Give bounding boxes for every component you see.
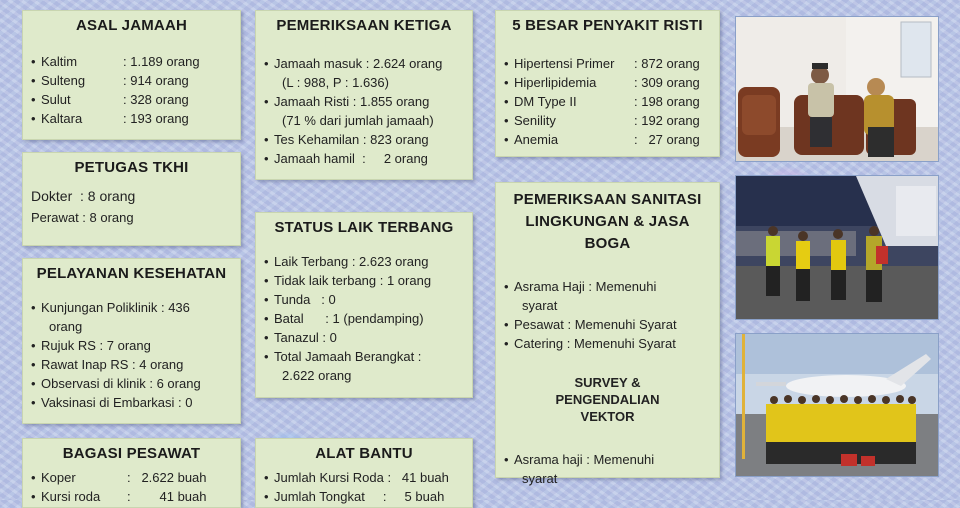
- pelayanan-panel: [22, 258, 241, 424]
- petugas-doctor: Dokter : 8 orang: [31, 187, 136, 204]
- list-item: • Kunjungan Poliklinik : 436: [31, 298, 232, 317]
- list-item-cont: syarat: [522, 470, 558, 486]
- list-item: • Jamaah hamil : 2 orang: [264, 149, 464, 168]
- airport-night-scene: [736, 176, 938, 319]
- pelayanan-title: PELAYANAN KESEHATAN: [36, 265, 227, 282]
- vektor-subtitle: SURVEY & PENGENDALIAN VEKTOR: [555, 375, 660, 424]
- plane-group-scene: [736, 334, 938, 476]
- list-item: • Pesawat : Memenuhi Syarat: [504, 315, 711, 334]
- list-item: • DM Type II : 198 orang: [504, 92, 711, 111]
- list-item-cont: 2.622 orang: [282, 367, 352, 383]
- status-laik-list: [264, 252, 464, 385]
- list-item: • Jamaah Risti : 1.855 orang: [264, 92, 464, 111]
- list-item: • Laik Terbang : 2.623 orang: [264, 252, 464, 271]
- list-item: • Asrama Haji : Memenuhi: [504, 277, 711, 296]
- list-item: • Jumlah Tongkat : 5 buah: [264, 487, 464, 506]
- list-item: • Jamaah masuk : 2.624 orang: [264, 54, 464, 73]
- pelayanan-list: [31, 298, 232, 412]
- alat-bantu-title: ALAT BANTU: [315, 445, 413, 462]
- list-item: • Tanazul : 0: [264, 328, 464, 347]
- list-item: • Rawat Inap RS : 4 orang: [31, 355, 232, 374]
- list-item: • Jumlah Kursi Roda : 41 buah: [264, 468, 464, 487]
- petugas-nurse: Perawat : 8 orang: [31, 209, 134, 225]
- photo-group-plane: [735, 333, 939, 477]
- list-item-cont: (L : 988, P : 1.636): [282, 74, 389, 90]
- alat-bantu-list: [264, 468, 464, 506]
- list-item: • Catering : Memenuhi Syarat: [504, 334, 711, 353]
- sanitasi-title: PEMERIKSAAN SANITASI LINGKUNGAN & JASA BOGA: [513, 191, 702, 252]
- status-laik-title: STATUS LAIK TERBANG: [274, 219, 454, 236]
- bagasi-panel: [22, 438, 241, 508]
- room-scene: [736, 17, 938, 161]
- list-item: • Hiperlipidemia : 309 orang: [504, 73, 711, 92]
- list-item-cont: syarat: [522, 298, 558, 313]
- list-item: • Asrama haji : Memenuhi: [504, 450, 711, 469]
- pemeriksaan-ketiga-title: PEMERIKSAAN KETIGA: [276, 17, 452, 34]
- list-item: • Batal : 1 (pendamping): [264, 309, 464, 328]
- petugas-panel: [22, 152, 241, 246]
- list-item: • Kaltim : 1.189 orang: [31, 52, 232, 71]
- asal-jamaah-list: [31, 52, 232, 128]
- bagasi-title: BAGASI PESAWAT: [62, 445, 201, 462]
- list-item: • Kursi roda : 41 buah: [31, 487, 232, 506]
- list-item: • Koper : 2.622 buah: [31, 468, 232, 487]
- list-item: • Senility : 192 orang: [504, 111, 711, 130]
- list-item: • Hipertensi Primer : 872 orang: [504, 54, 711, 73]
- penyakit-risti-list: [504, 54, 711, 149]
- asal-jamaah-panel: [22, 10, 241, 140]
- list-item: • Tes Kehamilan : 823 orang: [264, 130, 464, 149]
- list-item: • Total Jamaah Berangkat :: [264, 347, 464, 366]
- list-item: • Rujuk RS : 7 orang: [31, 336, 232, 355]
- list-item-cont: orang: [49, 318, 83, 334]
- vektor-list: [504, 450, 711, 488]
- status-laik-panel: [255, 212, 473, 398]
- list-item: • Vaksinasi di Embarkasi : 0: [31, 393, 232, 412]
- pemeriksaan-ketiga-panel: [255, 10, 473, 180]
- list-item: • Tunda : 0: [264, 290, 464, 309]
- list-item: • Observasi di klinik : 6 orang: [31, 374, 232, 393]
- bagasi-list: [31, 468, 232, 506]
- sanitasi-panel: [495, 182, 720, 486]
- photo-airport-night: [735, 175, 939, 320]
- list-item: • Sulteng : 914 orang: [31, 71, 232, 90]
- penyakit-risti-panel: [495, 10, 720, 157]
- list-item: • Kaltara : 193 orang: [31, 109, 232, 128]
- photo-health-check-room: [735, 16, 939, 162]
- list-item: • Sulut : 328 orang: [31, 90, 232, 109]
- asal-jamaah-title: ASAL JAMAAH: [75, 17, 188, 34]
- list-item-cont: (71 % dari jumlah jamaah): [282, 112, 434, 128]
- list-item: • Tidak laik terbang : 1 orang: [264, 271, 464, 290]
- petugas-title: PETUGAS TKHI: [74, 159, 189, 176]
- pemeriksaan-ketiga-list: [264, 54, 464, 168]
- sanitasi-list: [504, 277, 711, 353]
- alat-bantu-panel: [255, 438, 473, 508]
- penyakit-risti-title: 5 BESAR PENYAKIT RISTI: [512, 17, 703, 34]
- list-item: • Anemia : 27 orang: [504, 130, 711, 149]
